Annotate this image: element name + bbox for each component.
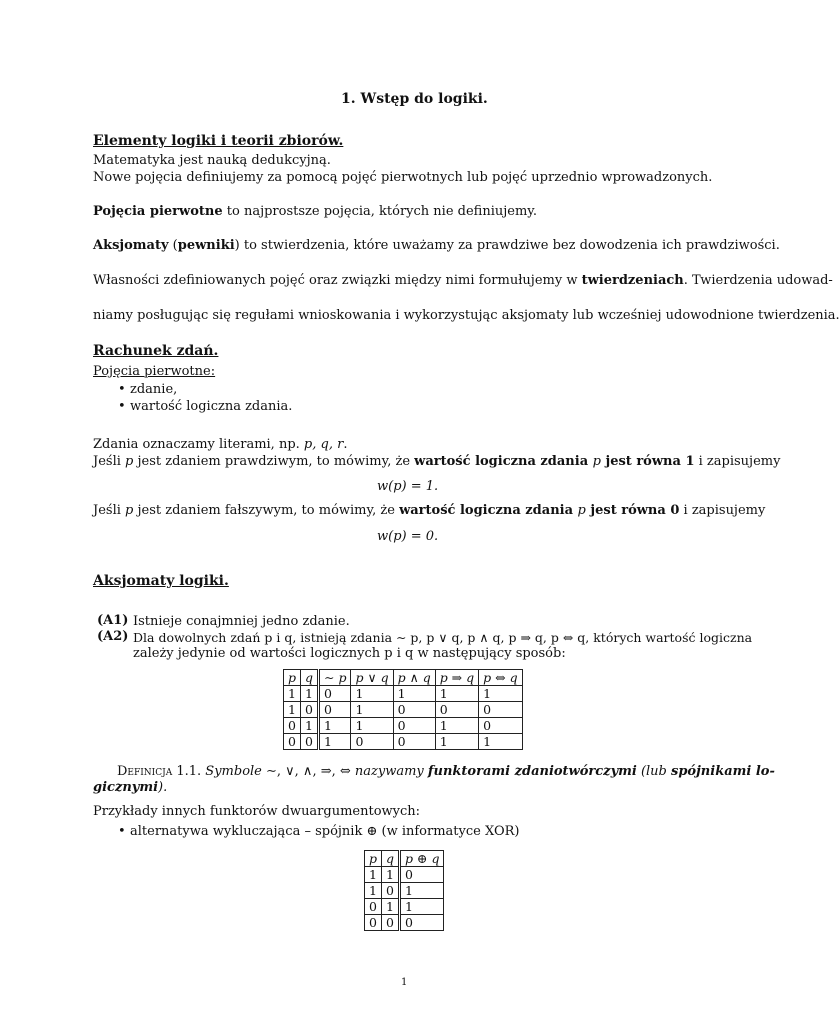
table-cell: 0 — [319, 702, 351, 718]
table-cell: 0 — [479, 718, 522, 734]
text: Zdania oznaczamy literami, np. — [93, 437, 304, 452]
page-title: 1. Wstęp do logiki. — [341, 91, 488, 107]
table-header-cell: q — [301, 670, 319, 686]
text: Symbole — [201, 764, 266, 779]
paragraph-line: Nowe pojęcia definiujemy za pomocą pojęć pierwotnych lub pojęć uprzednio wprowadzonych. — [93, 170, 713, 185]
table-cell: 1 — [479, 686, 522, 702]
text: Jeśli — [93, 503, 126, 518]
table-cell: 1 — [382, 899, 400, 915]
text: to najprostsze pojęcia, których nie definiujemy. — [222, 204, 538, 219]
table-cell: 1 — [319, 734, 351, 750]
axiom-text: Dla dowolnych zdań p i q, istnieją zdania ∼ p, p ∨ q, p ∧ q, p ⇒ q, p ⇔ q, których wartość logiczna — [133, 630, 753, 645]
table-row — [284, 686, 523, 702]
table-cell: 0 — [393, 702, 435, 718]
text: Własności zdefiniowanych pojęć oraz związki między nimi formułujemy w — [93, 273, 582, 288]
table-cell: 1 — [382, 867, 400, 883]
text: ( — [168, 238, 178, 253]
table-header-row — [365, 851, 444, 867]
table-cell: 0 — [382, 915, 400, 931]
term-bold: twierdzeniach — [581, 273, 684, 288]
truth-table-xor — [364, 850, 444, 931]
table-cell: 1 — [365, 883, 382, 899]
math: ∼, ∨, ∧, ⇒, ⇔ — [266, 764, 351, 779]
table-cell: 0 — [382, 883, 400, 899]
table-cell: 0 — [301, 702, 319, 718]
table-cell: 1 — [435, 734, 478, 750]
table-cell: 0 — [351, 734, 393, 750]
page-number: 1 — [401, 977, 408, 988]
table-header-cell: q — [382, 851, 400, 867]
table-cell: 1 — [435, 718, 478, 734]
axiom-label: (A1) — [97, 613, 129, 628]
table-cell: 0 — [435, 702, 478, 718]
list-item — [118, 382, 177, 398]
table-row — [284, 702, 523, 718]
table-header-cell: p — [284, 670, 301, 686]
definition-label: Definicja 1.1. — [117, 764, 202, 779]
paragraph-zdania — [93, 437, 347, 453]
text: ) to stwierdzenia, które uważamy za prawdziwe bez dowodzenia ich prawdziwości. — [234, 238, 780, 253]
table-cell: 0 — [393, 734, 435, 750]
table-cell: 0 — [479, 702, 522, 718]
table-header-cell: p ⇒ q — [435, 670, 478, 686]
table-cell: 1 — [393, 686, 435, 702]
table-header-cell: p ⇔ q — [479, 670, 522, 686]
paragraph-aksjomaty — [93, 238, 780, 254]
section-heading-elementy: Elementy logiki i teorii zbiorów. — [93, 133, 344, 149]
term-bold: spójnikami lo- — [671, 764, 775, 779]
table-cell: 1 — [351, 718, 393, 734]
axiom-text: Istnieje conajmniej jedno zdanie. — [133, 614, 350, 629]
table-row — [365, 883, 444, 899]
table-row — [365, 867, 444, 883]
table-cell: 1 — [400, 899, 444, 915]
term-bold: wartość logiczna zdania — [399, 503, 578, 518]
list-item — [118, 824, 520, 840]
paragraph-przyklady: Przykłady innych funktorów dwuargumentowych: — [93, 804, 421, 819]
text: ). — [158, 780, 168, 795]
table-cell: 1 — [284, 686, 301, 702]
math: p — [592, 454, 601, 469]
paragraph-line: Matematyka jest nauką dedukcyjną. — [93, 153, 331, 168]
table-cell: 0 — [365, 915, 382, 931]
term-bold: Pojęcia pierwotne — [93, 204, 223, 219]
paragraph-wlasnosci — [93, 273, 833, 289]
math: p, q, r — [303, 437, 344, 452]
table-cell: 1 — [351, 702, 393, 718]
table-cell: 0 — [400, 867, 444, 883]
table-cell: 0 — [393, 718, 435, 734]
term-bold: jest równa 0 — [585, 503, 680, 518]
math: p — [577, 503, 586, 518]
table-header-cell: p — [365, 851, 382, 867]
table-header-cell: p ∧ q — [393, 670, 435, 686]
paragraph-jesli-prawda — [93, 454, 780, 470]
text: i zapisujemy — [679, 503, 766, 518]
table-cell: 0 — [284, 718, 301, 734]
table-cell: 0 — [319, 686, 351, 702]
bullet-icon: • — [118, 824, 126, 839]
section-heading-rachunek: Rachunek zdań. — [93, 343, 219, 359]
list-item-label: wartość logiczna zdania. — [130, 399, 293, 414]
bullet-icon: • — [118, 382, 126, 397]
table-row — [365, 915, 444, 931]
table-row — [284, 734, 523, 750]
text: jest zdaniem fałszywym, to mówimy, że — [133, 503, 400, 518]
equation: w(p) = 1. — [377, 479, 439, 494]
text: jest zdaniem prawdziwym, to mówimy, że — [133, 454, 415, 469]
term-bold: funktorami zdaniotwórczymi — [427, 764, 637, 779]
table-row — [365, 899, 444, 915]
table-cell: 1 — [400, 883, 444, 899]
table-cell: 1 — [284, 702, 301, 718]
table-header-row — [284, 670, 523, 686]
text: nazywamy — [350, 764, 428, 779]
table-cell: 1 — [319, 718, 351, 734]
text: (lub — [636, 764, 672, 779]
table-cell: 1 — [435, 686, 478, 702]
text: . Twierdzenia udowad- — [683, 273, 833, 288]
table-cell: 0 — [301, 734, 319, 750]
table-cell: 0 — [284, 734, 301, 750]
paragraph-jesli-falsz — [93, 503, 765, 519]
table-cell: 1 — [301, 718, 319, 734]
bullet-icon: • — [118, 399, 126, 414]
term-bold: pewniki — [177, 238, 235, 253]
truth-table-main — [283, 669, 523, 750]
text: Jeśli — [93, 454, 126, 469]
table-cell: 1 — [301, 686, 319, 702]
paragraph-line: niamy posługując się regułami wnioskowania i wykorzystując aksjomaty lub wcześniej udowodnione twierdzenia. — [93, 308, 840, 323]
paragraph-pierwotne — [93, 204, 537, 220]
math: p — [125, 503, 134, 518]
table-header-cell: p ∨ q — [351, 670, 393, 686]
text: i zapisujemy — [694, 454, 781, 469]
term-bold: jest równa 1 — [600, 454, 695, 469]
definition-line2 — [93, 780, 167, 796]
equation: w(p) = 0. — [377, 529, 439, 544]
table-cell: 1 — [479, 734, 522, 750]
axiom-text: zależy jedynie od wartości logicznych p i q w następujący sposób: — [133, 646, 566, 661]
table-header-cell: ∼ p — [319, 670, 351, 686]
table-header-cell: p ⊕ q — [400, 851, 444, 867]
section-heading-aksjomaty: Aksjomaty logiki. — [93, 573, 229, 589]
axiom-label: (A2) — [97, 629, 129, 644]
list-item-label: zdanie, — [130, 382, 178, 397]
pojecia-label: Pojęcia pierwotne: — [93, 364, 216, 379]
term-bold: Aksjomaty — [93, 238, 169, 253]
list-item-label: alternatywa wykluczająca – spójnik ⊕ (w informatyce XOR) — [130, 824, 520, 839]
math: p — [125, 454, 134, 469]
term-bold: gicznymi — [93, 780, 159, 795]
definition — [117, 764, 775, 780]
term-bold: wartość logiczna zdania — [414, 454, 593, 469]
table-cell: 0 — [400, 915, 444, 931]
table-row — [284, 718, 523, 734]
list-item — [118, 399, 292, 415]
table-cell: 0 — [365, 899, 382, 915]
text: . — [343, 437, 348, 452]
table-cell: 1 — [365, 867, 382, 883]
table-cell: 1 — [351, 686, 393, 702]
